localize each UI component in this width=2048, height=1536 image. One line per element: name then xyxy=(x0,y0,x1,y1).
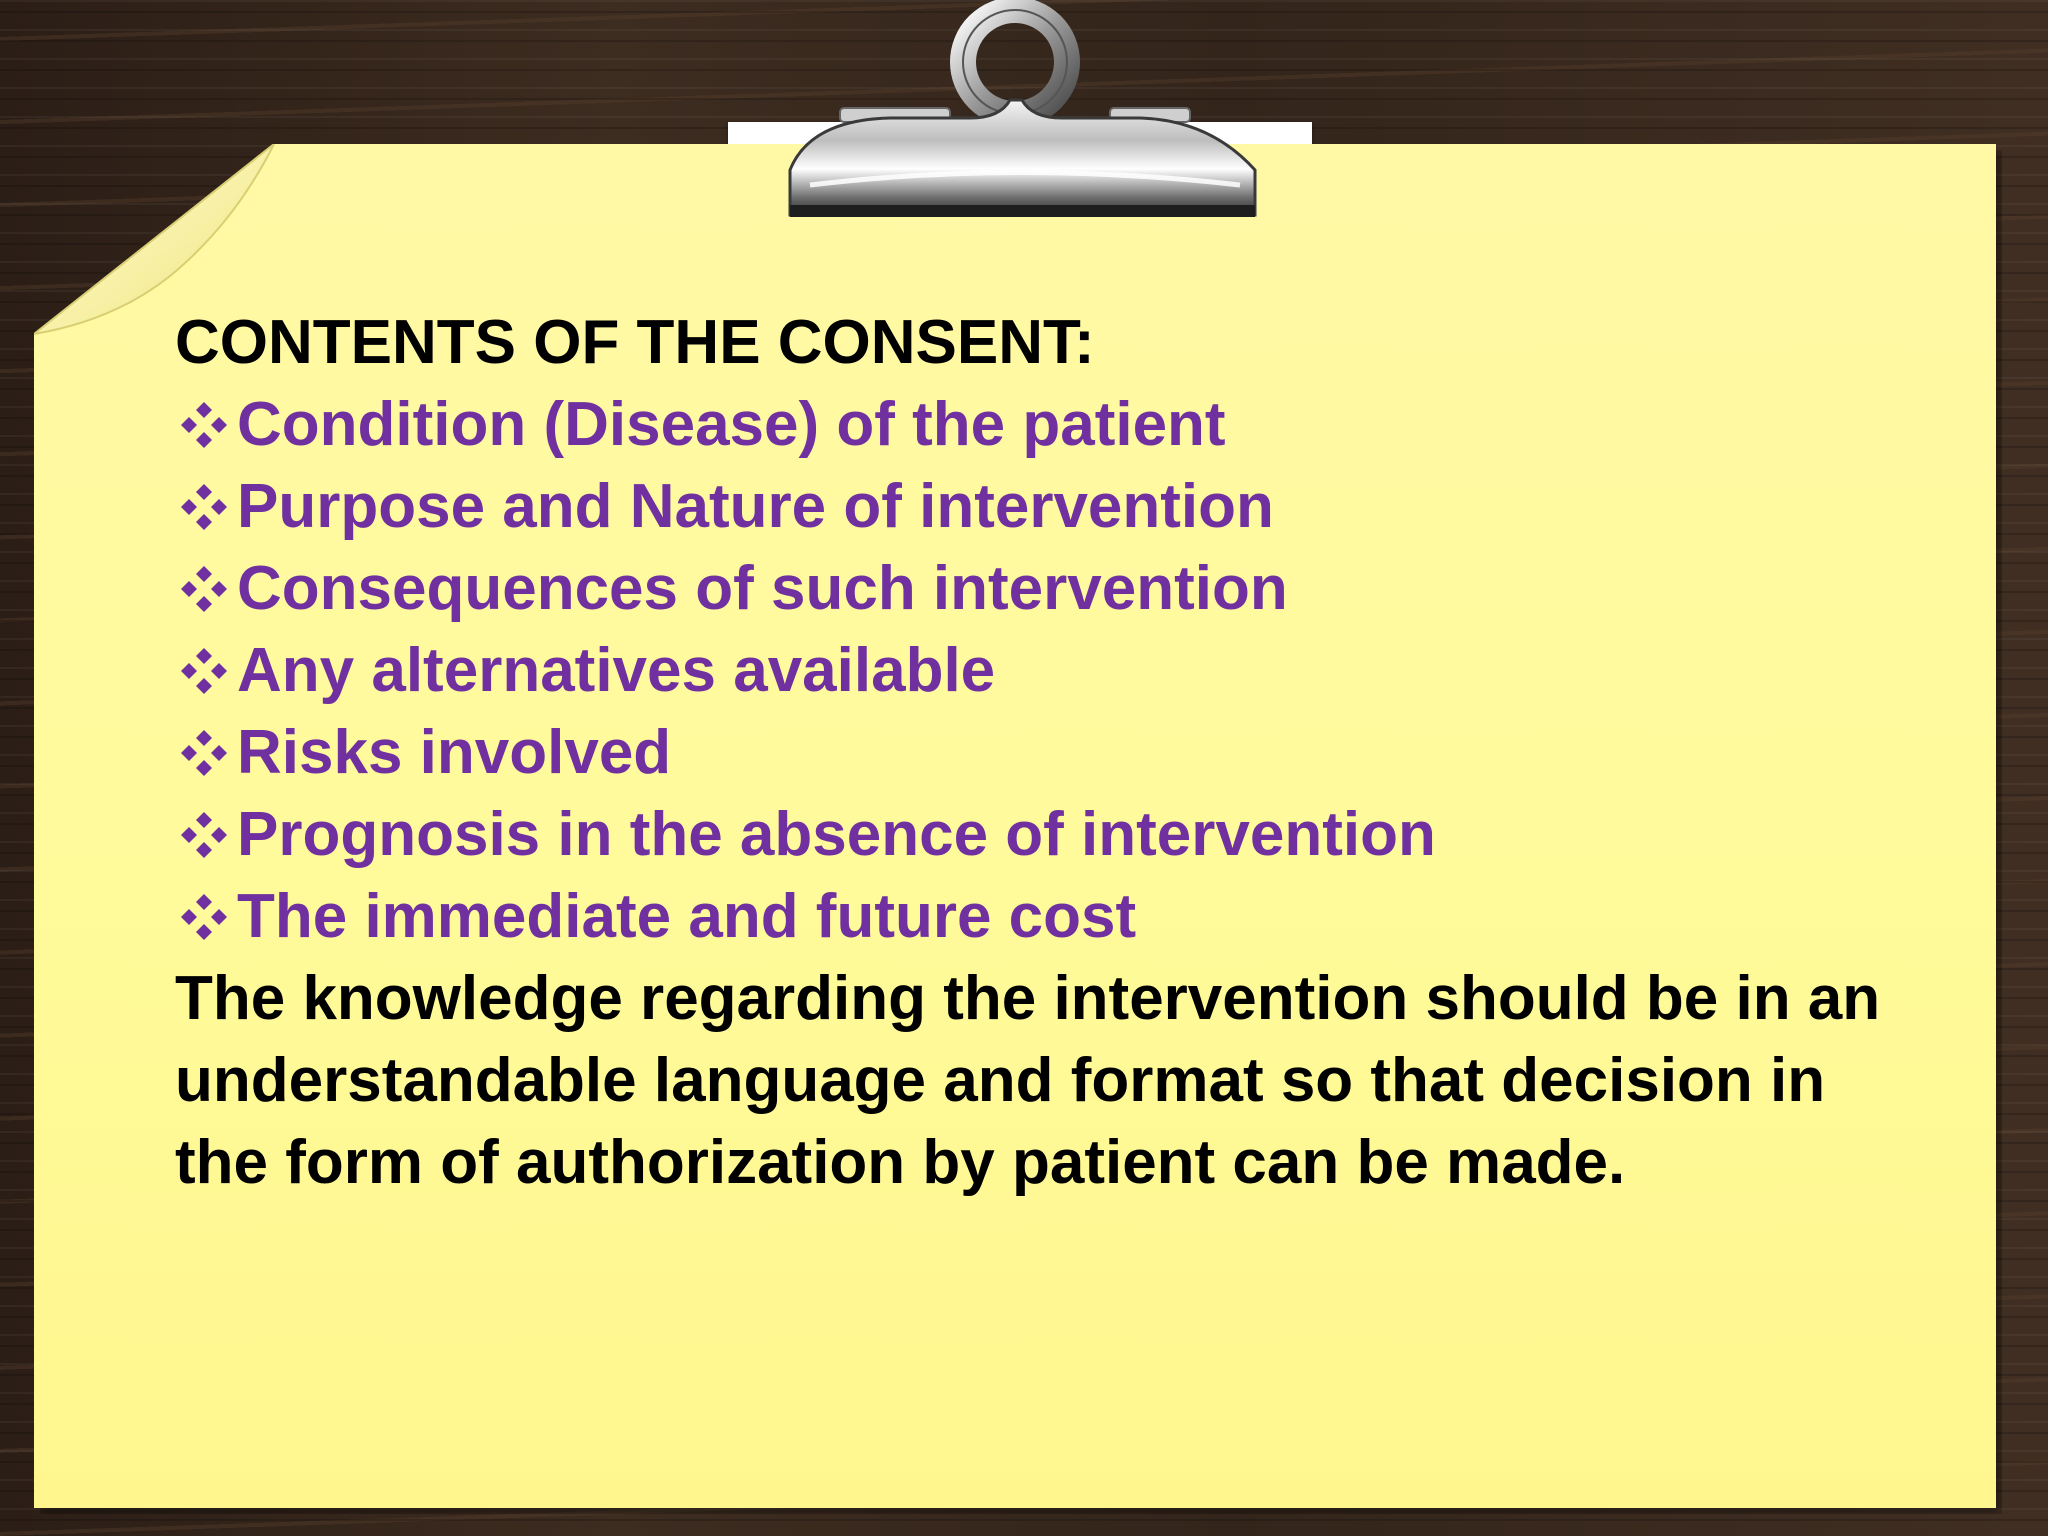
list-item xyxy=(175,630,1935,712)
diamond-four-icon xyxy=(175,560,233,618)
diamond-four-icon xyxy=(175,642,233,700)
summary-paragraph: The knowledge regarding the intervention should be in an understandable language and format so that decision in the form of authorization by patient can be made. xyxy=(175,964,1881,1197)
bullet-text: Risks involved xyxy=(237,718,672,787)
diamond-four-icon xyxy=(175,396,233,454)
bullet-text: Any alternatives available xyxy=(237,636,996,705)
bullet-list xyxy=(175,384,1935,958)
list-item xyxy=(175,384,1935,466)
list-item xyxy=(175,794,1935,876)
diamond-four-icon xyxy=(175,478,233,536)
diamond-four-icon xyxy=(175,806,233,864)
slide-content xyxy=(175,302,1935,1204)
bullet-text: Prognosis in the absence of intervention xyxy=(237,800,1436,869)
list-item xyxy=(175,876,1935,958)
bullet-text: The immediate and future cost xyxy=(237,882,1137,951)
slide-heading: CONTENTS OF THE CONSENT: xyxy=(175,308,1095,377)
list-item xyxy=(175,466,1935,548)
diamond-four-icon xyxy=(175,724,233,782)
bullet-text: Consequences of such intervention xyxy=(237,554,1288,623)
diamond-four-icon xyxy=(175,888,233,946)
bullet-text: Purpose and Nature of intervention xyxy=(237,472,1274,541)
bullet-text: Condition (Disease) of the patient xyxy=(237,390,1226,459)
paper-clip-icon xyxy=(770,0,1270,230)
list-item xyxy=(175,548,1935,630)
list-item xyxy=(175,712,1935,794)
